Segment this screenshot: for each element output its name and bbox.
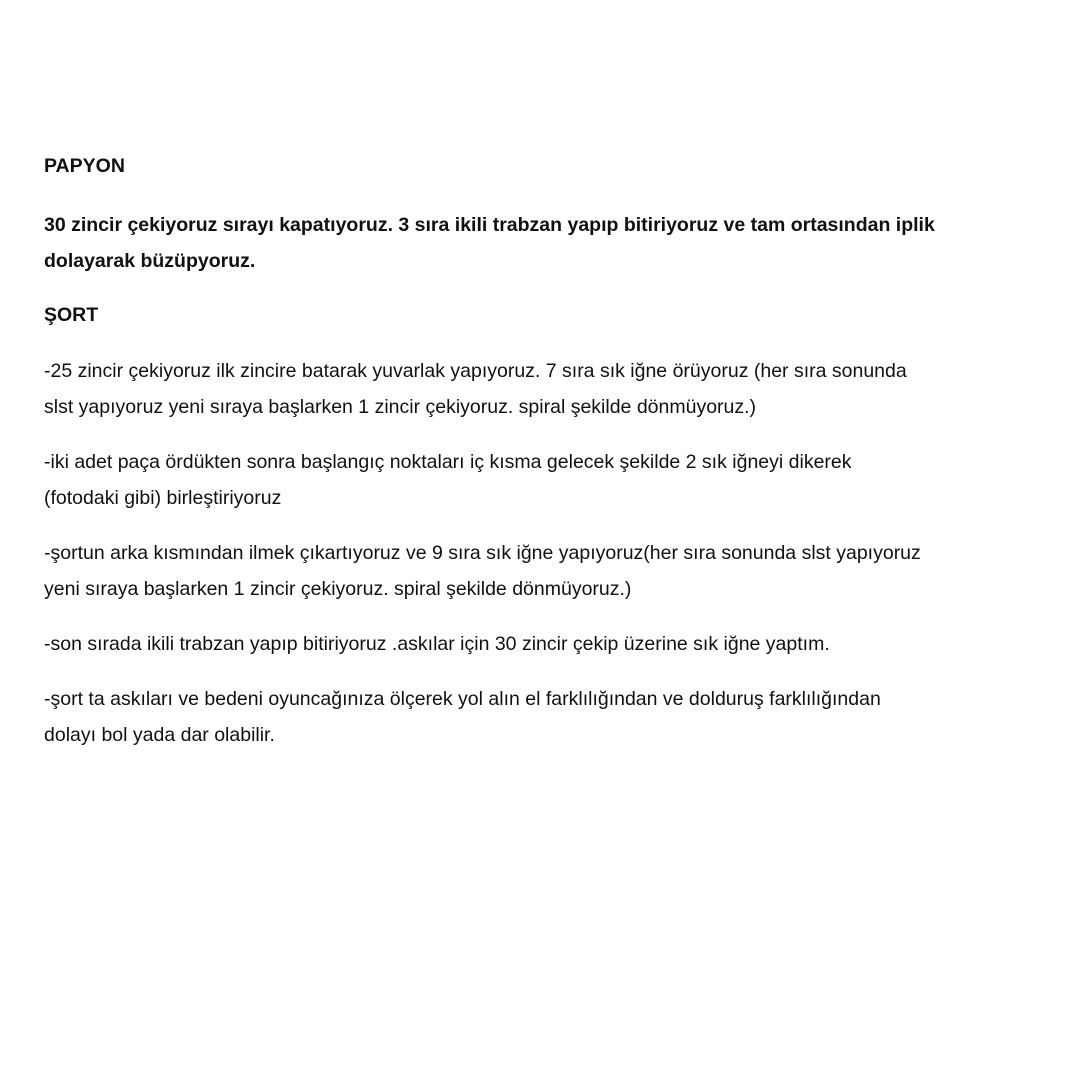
sort-step-3-line-1: -şortun arka kısmından ilmek çıkartıyoruz ve 9 sıra sık iğne yapıyoruz(her sıra sonunda slst yapıyoruz [44, 542, 921, 564]
sort-heading: ŞORT [44, 304, 99, 326]
sort-step-1-line-2: slst yapıyoruz yeni sıraya başlarken 1 zincir çekiyoruz. spiral şekilde dönmüyoruz.) [44, 396, 757, 418]
sort-step-4 [44, 626, 1044, 662]
sort-step-1 [44, 353, 1044, 425]
papyon-line-1: 30 zincir çekiyoruz sırayı kapatıyoruz. 3 sıra ikili trabzan yapıp bitiriyoruz ve tam ortasından iplik [44, 214, 935, 236]
sort-step-1-line-1: -25 zincir çekiyoruz ilk zincire batarak yuvarlak yapıyoruz. 7 sıra sık iğne örüyoruz (her sıra sonunda [44, 360, 907, 382]
document-content [44, 150, 1044, 772]
sort-step-4-line-1: -son sırada ikili trabzan yapıp bitiriyoruz .askılar için 30 zincir çekip üzerine sık iğne yaptım. [44, 633, 830, 655]
sort-step-2 [44, 444, 1044, 516]
sort-step-3-line-2: yeni sıraya başlarken 1 zincir çekiyoruz. spiral şekilde dönmüyoruz.) [44, 578, 632, 600]
sort-step-5-line-2: dolayı bol yada dar olabilir. [44, 724, 275, 746]
papyon-instructions [44, 207, 1044, 279]
papyon-heading: PAPYON [44, 155, 125, 177]
sort-step-2-line-2: (fotodaki gibi) birleştiriyoruz [44, 487, 282, 509]
sort-step-5 [44, 681, 1044, 753]
sort-step-3 [44, 535, 1044, 607]
sort-step-5-line-1: -şort ta askıları ve bedeni oyuncağınıza ölçerek yol alın el farklılığından ve dolduruş farklılığından [44, 688, 881, 710]
sort-step-2-line-1: -iki adet paça ördükten sonra başlangıç noktaları iç kısma gelecek şekilde 2 sık iğneyi dikerek [44, 451, 852, 473]
papyon-line-2: dolayarak büzüpyoruz. [44, 250, 256, 272]
